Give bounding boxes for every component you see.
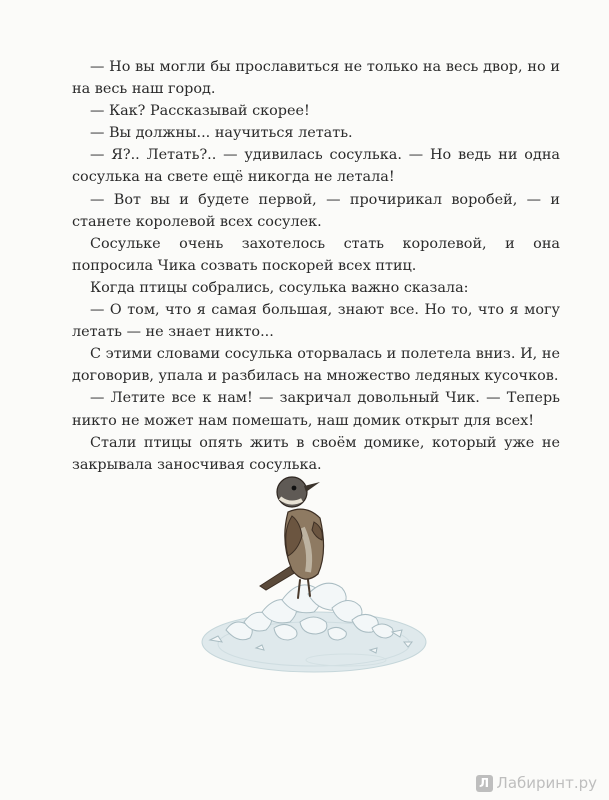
paragraph: Когда птицы собрались, сосулька важно сказала: [90, 279, 469, 296]
story-text [72, 56, 560, 476]
paragraph: — Вы должны... научиться летать. [90, 125, 353, 142]
paragraph: — Летите все к нам! — закричал довольный Чик. — Теперь никто не может нам помешать, наш домик открыт для всех! [72, 390, 560, 429]
watermark-text: Лабиринт.ру [496, 774, 597, 792]
paragraph: — О том, что я самая большая, знают все. Но то, что я могу летать — не знает никто... [72, 302, 560, 341]
paragraph: — Я?.. Летать?.. — удивилась сосулька. — Но ведь ни одна сосулька на свете ещё никогда не летала! [72, 147, 560, 186]
sparrow-on-ice-illustration [196, 472, 436, 712]
paragraph: — Как? Рассказывай скорее! [90, 103, 310, 120]
sparrow-eye [292, 486, 297, 491]
sparrow-beak [304, 482, 320, 492]
labirint-logo-icon: Л [476, 775, 493, 792]
watermark [476, 774, 597, 792]
paragraph: Сосульке очень захотелось стать королевой, и она попросила Чика созвать поскорей всех птиц. [72, 235, 560, 274]
paragraph: — Вот вы и будете первой, — прочирикал воробей, — и станете королевой всех сосулек. [72, 191, 560, 230]
paragraph: С этими словами сосулька оторвалась и полетела вниз. И, не договорив, упала и разбилась на множество ледяных кусочков. [72, 346, 560, 385]
paragraph: — Но вы могли бы прославиться не только на весь двор, но и на весь наш город. [72, 59, 560, 98]
paragraph: Стали птицы опять жить в своём домике, который уже не закрывала заносчивая сосулька. [72, 434, 560, 473]
